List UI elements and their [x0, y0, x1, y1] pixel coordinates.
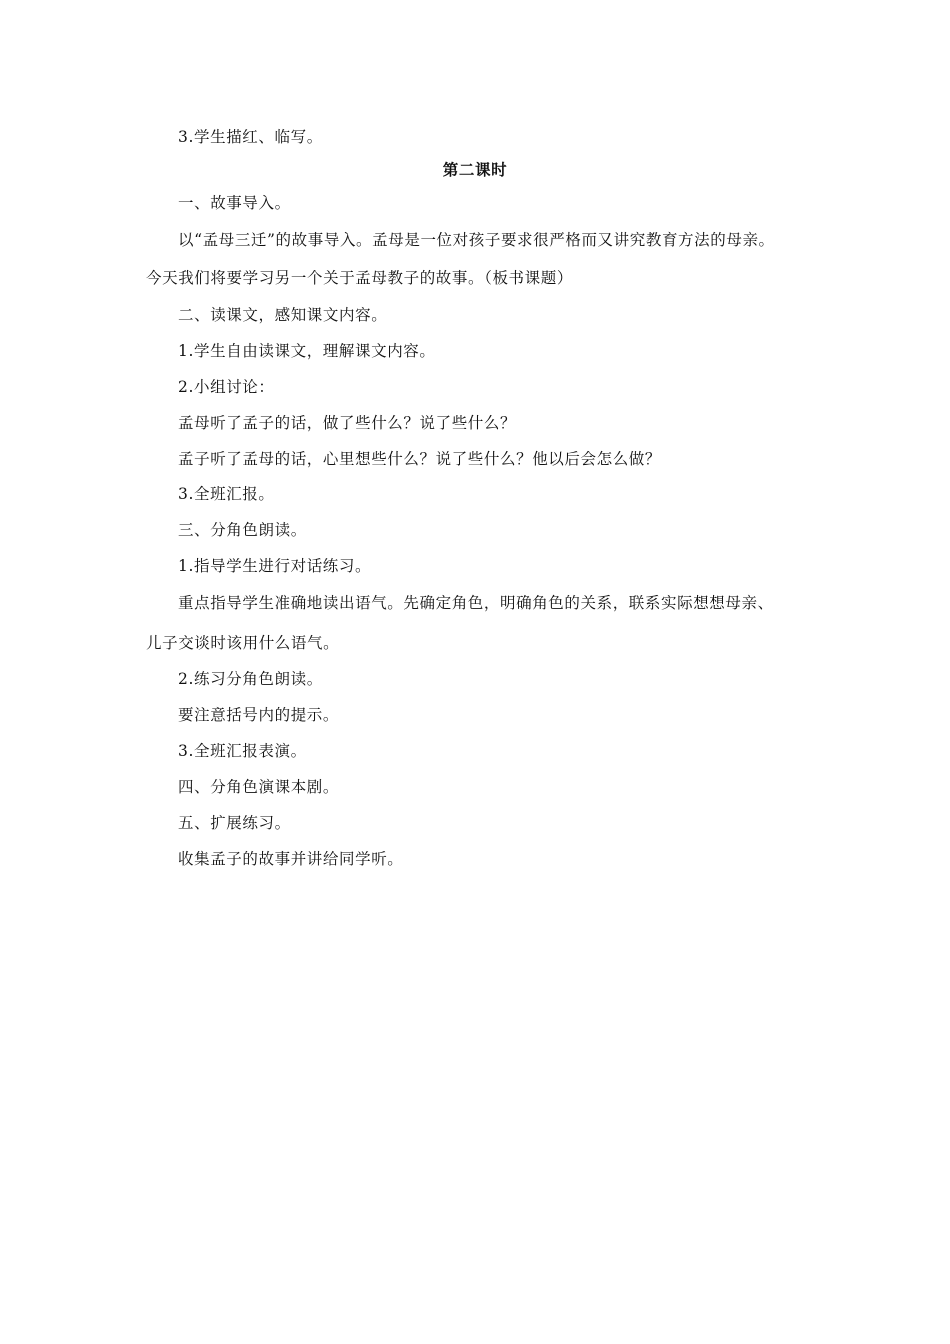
- note-bracket-hints: 要注意括号内的提示。: [178, 706, 340, 724]
- dialogue-guidance-line-1: 重点指导学生准确地读出语气。先确定角色，明确角色的关系，联系实际想想母亲、: [178, 594, 774, 612]
- part-five-heading: 五、扩展练习。: [178, 814, 291, 832]
- step-free-reading: 1.学生自由读课文，理解课文内容。: [178, 342, 436, 360]
- step-trace-write: 3.学生描红、临写。: [178, 128, 323, 146]
- discussion-question-1: 孟母听了孟子的话，做了些什么？说了些什么？: [178, 414, 517, 432]
- part-three-heading: 三、分角色朗读。: [178, 521, 307, 539]
- intro-paragraph-line-1: 以“孟母三迁”的故事导入。孟母是一位对孩子要求很严格而又讲究教育方法的母亲。: [178, 231, 775, 249]
- step-class-performance: 3.全班汇报表演。: [178, 742, 307, 760]
- part-four-heading: 四、分角色演课本剧。: [178, 778, 340, 796]
- extension-task: 收集孟子的故事并讲给同学听。: [178, 850, 404, 868]
- step-role-reading: 2.练习分角色朗读。: [178, 670, 323, 688]
- part-one-heading: 一、故事导入。: [178, 194, 291, 212]
- step-group-discussion: 2.小组讨论：: [178, 378, 275, 396]
- step-class-report: 3.全班汇报。: [178, 485, 275, 503]
- section-heading-second-lesson: 第二课时: [442, 161, 508, 179]
- step-dialogue-practice: 1.指导学生进行对话练习。: [178, 557, 372, 575]
- part-two-heading: 二、读课文，感知课文内容。: [178, 306, 388, 324]
- discussion-question-2: 孟子听了孟母的话，心里想些什么？说了些什么？他以后会怎么做？: [178, 450, 662, 468]
- dialogue-guidance-line-2: 儿子交谈时该用什么语气。: [146, 634, 340, 652]
- intro-paragraph-line-2: 今天我们将要学习另一个关于孟母教子的故事。（板书课题）: [146, 269, 573, 287]
